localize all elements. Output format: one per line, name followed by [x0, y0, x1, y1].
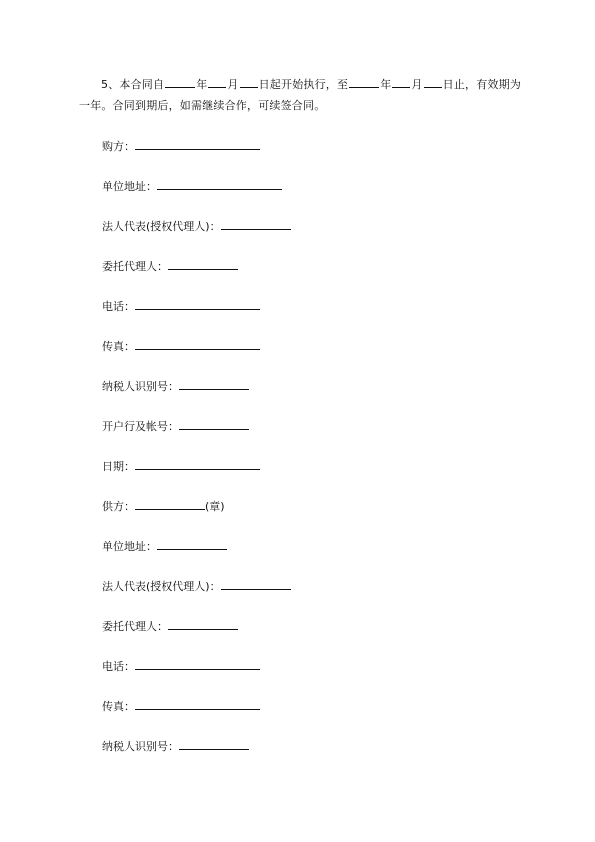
field-label: 委托代理人： — [102, 620, 168, 633]
supplier-address-line[interactable] — [157, 538, 227, 550]
clause-text: 日止，有效期为一年。合同到期后，如需继续合作，可续签合同。 — [79, 78, 522, 112]
end-day-blank[interactable] — [424, 76, 442, 88]
buyer-agent-line[interactable] — [168, 258, 238, 270]
supplier-tax-id-line[interactable] — [179, 738, 249, 750]
buyer-bank-field — [102, 418, 249, 434]
buyer-date-line[interactable] — [135, 458, 260, 470]
field-label: 传真： — [102, 700, 135, 713]
supplier-address-field — [102, 538, 227, 554]
clause-text: 年 — [380, 78, 392, 91]
supplier-name-line[interactable] — [135, 498, 205, 510]
clause-text: 日起开始执行，至 — [258, 78, 349, 91]
end-month-blank[interactable] — [392, 76, 410, 88]
supplier-agent-field — [102, 618, 238, 634]
field-label: 开户行及帐号： — [102, 420, 179, 433]
buyer-fax-line[interactable] — [135, 338, 260, 350]
field-label: 单位地址： — [102, 180, 157, 193]
buyer-date-field — [102, 458, 260, 474]
buyer-phone-line[interactable] — [135, 298, 260, 310]
field-label: 纳税人识别号： — [102, 380, 179, 393]
start-month-blank[interactable] — [208, 76, 226, 88]
field-label: 纳税人识别号： — [102, 740, 179, 753]
field-label: 购方： — [102, 140, 135, 153]
start-day-blank[interactable] — [240, 76, 258, 88]
clause-text: 5、本合同自 — [101, 78, 165, 91]
clause-text: 月 — [411, 78, 423, 91]
supplier-fax-line[interactable] — [135, 698, 260, 710]
supplier-agent-line[interactable] — [168, 618, 238, 630]
field-label: 传真： — [102, 340, 135, 353]
buyer-legal-rep-field — [102, 218, 291, 234]
buyer-address-field — [102, 178, 282, 194]
buyer-name-line[interactable] — [135, 138, 260, 150]
field-label: 法人代表(授权代理人)： — [102, 220, 221, 233]
field-label: 法人代表(授权代理人)： — [102, 580, 221, 593]
supplier-tax-id-field — [102, 738, 249, 754]
end-year-blank[interactable] — [349, 76, 379, 88]
clause-text: 年 — [196, 78, 208, 91]
start-year-blank[interactable] — [165, 76, 195, 88]
field-label: 单位地址： — [102, 540, 157, 553]
validity-clause — [79, 74, 529, 116]
supplier-legal-rep-line[interactable] — [221, 578, 291, 590]
buyer-phone-field — [102, 298, 260, 314]
buyer-name-field — [102, 138, 260, 154]
field-label: 电话： — [102, 300, 135, 313]
buyer-fax-field — [102, 338, 260, 354]
buyer-agent-field — [102, 258, 238, 274]
supplier-phone-field — [102, 658, 260, 674]
clause-text: 月 — [227, 78, 239, 91]
buyer-tax-id-field — [102, 378, 249, 394]
seal-label: (章) — [205, 500, 225, 513]
supplier-fax-field — [102, 698, 260, 714]
field-label: 日期： — [102, 460, 135, 473]
field-label: 供方： — [102, 500, 135, 513]
supplier-phone-line[interactable] — [135, 658, 260, 670]
supplier-name-field — [102, 498, 225, 514]
field-label: 电话： — [102, 660, 135, 673]
buyer-tax-id-line[interactable] — [179, 378, 249, 390]
buyer-legal-rep-line[interactable] — [221, 218, 291, 230]
buyer-address-line[interactable] — [157, 178, 282, 190]
buyer-bank-line[interactable] — [179, 418, 249, 430]
field-label: 委托代理人： — [102, 260, 168, 273]
supplier-legal-rep-field — [102, 578, 291, 594]
